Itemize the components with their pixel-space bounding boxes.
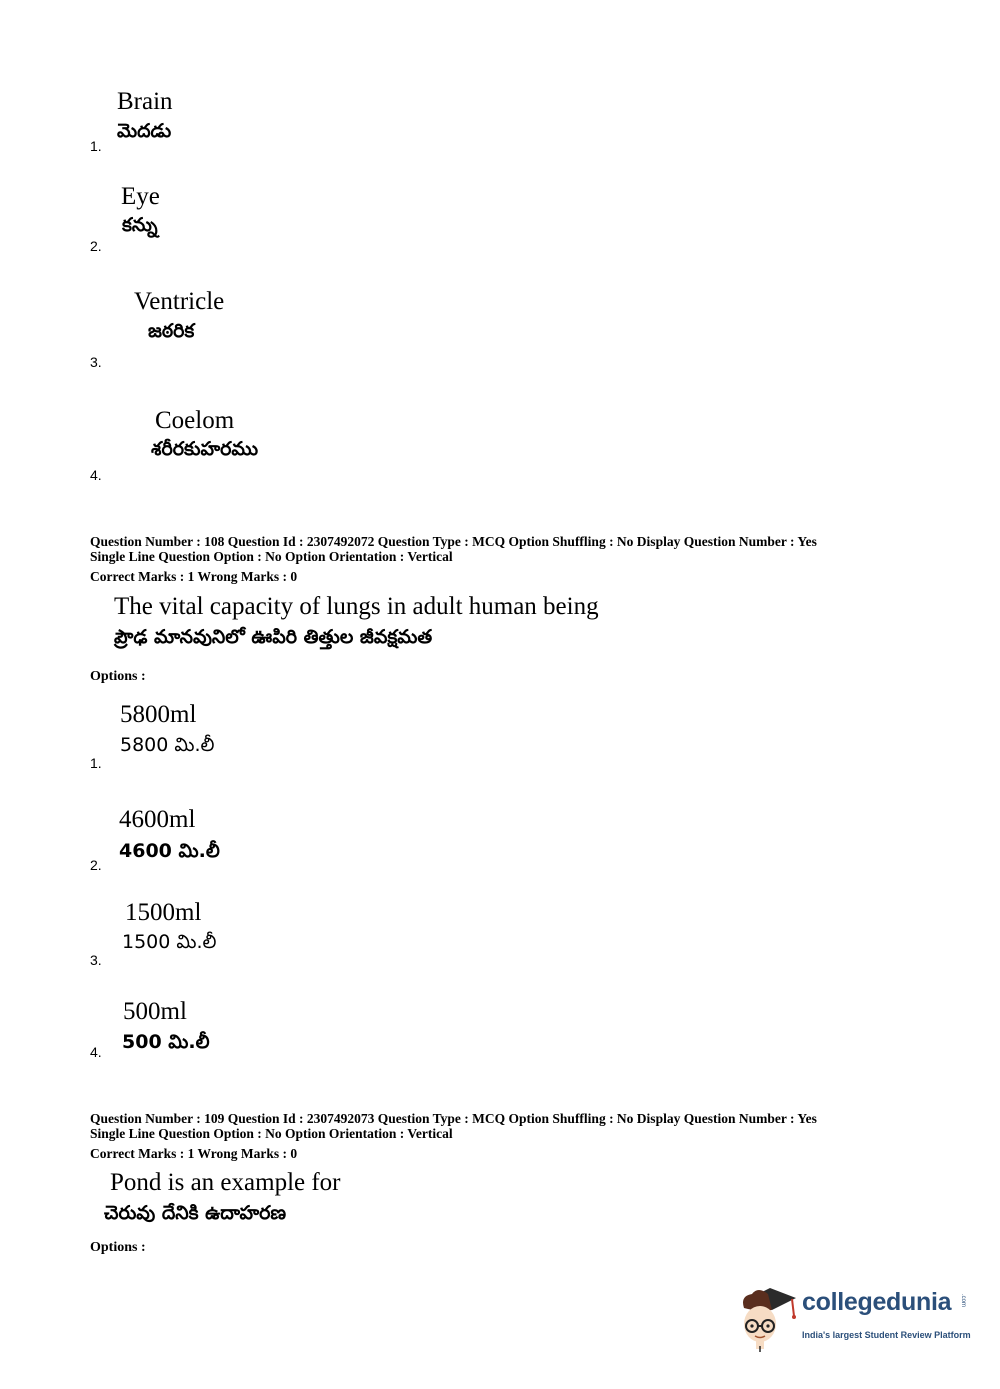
- option-english: 500ml: [123, 998, 187, 1025]
- question-meta-line1: Question Number : 109 Question Id : 2307492073 Question Type : MCQ Option Shuffling : No Display Question Number : Yes: [90, 1111, 817, 1126]
- brand-name: collegedunia: [802, 1288, 952, 1316]
- option-english: 1500ml: [125, 899, 202, 926]
- question-text-english: The vital capacity of lungs in adult human being: [114, 593, 599, 620]
- question-text-english: Pond is an example for: [110, 1169, 341, 1196]
- option-telugu: 1500 మి.లీ: [122, 931, 217, 953]
- question-marks: Correct Marks : 1 Wrong Marks : 0: [90, 569, 298, 584]
- option-telugu: 4600 మి.లీ: [119, 840, 220, 862]
- option-telugu: శరీరకుహరము: [151, 438, 259, 460]
- option-number: 4.: [90, 467, 102, 483]
- option-english: Ventricle: [134, 288, 225, 315]
- option-telugu: కన్ను: [122, 214, 158, 236]
- options-label: Options :: [90, 669, 146, 684]
- brand-domain: .com: [960, 1294, 966, 1308]
- collegedunia-logo: [738, 1282, 978, 1354]
- option-number: 3.: [90, 952, 102, 968]
- option-number: 1.: [90, 755, 102, 771]
- option-english: 4600ml: [119, 806, 196, 833]
- option-number: 2.: [90, 857, 102, 873]
- question-text-telugu: చెరువు దేనికి ఉదాహరణ: [104, 1202, 287, 1224]
- option-english: Brain: [117, 88, 173, 115]
- options-label: Options :: [90, 1240, 146, 1255]
- question-text-telugu: ప్రౌఢ మానవునిలో ఊపిరి తిత్తుల జీవక్షమత: [114, 626, 433, 648]
- brand-tagline: India's largest Student Review Platform: [802, 1330, 971, 1340]
- option-english: Coelom: [155, 407, 235, 434]
- option-telugu: మెదడు: [117, 120, 172, 142]
- option-number: 3.: [90, 354, 102, 370]
- question-marks: Correct Marks : 1 Wrong Marks : 0: [90, 1146, 298, 1161]
- option-english: Eye: [121, 183, 160, 210]
- question-meta-line2: Single Line Question Option : No Option Orientation : Vertical: [90, 1126, 453, 1141]
- option-telugu: 5800 మి.లీ: [120, 734, 215, 756]
- mascot-icon: [738, 1282, 800, 1354]
- option-number: 2.: [90, 238, 102, 254]
- option-telugu: 500 మి.లీ: [122, 1031, 210, 1053]
- option-english: 5800ml: [120, 701, 197, 728]
- option-number: 4.: [90, 1044, 102, 1060]
- option-telugu: జఠరిక: [148, 320, 195, 342]
- option-number: 1.: [90, 138, 102, 154]
- question-meta-line1: Question Number : 108 Question Id : 2307492072 Question Type : MCQ Option Shuffling : No Display Question Number : Yes: [90, 534, 817, 549]
- question-meta-line2: Single Line Question Option : No Option Orientation : Vertical: [90, 549, 453, 564]
